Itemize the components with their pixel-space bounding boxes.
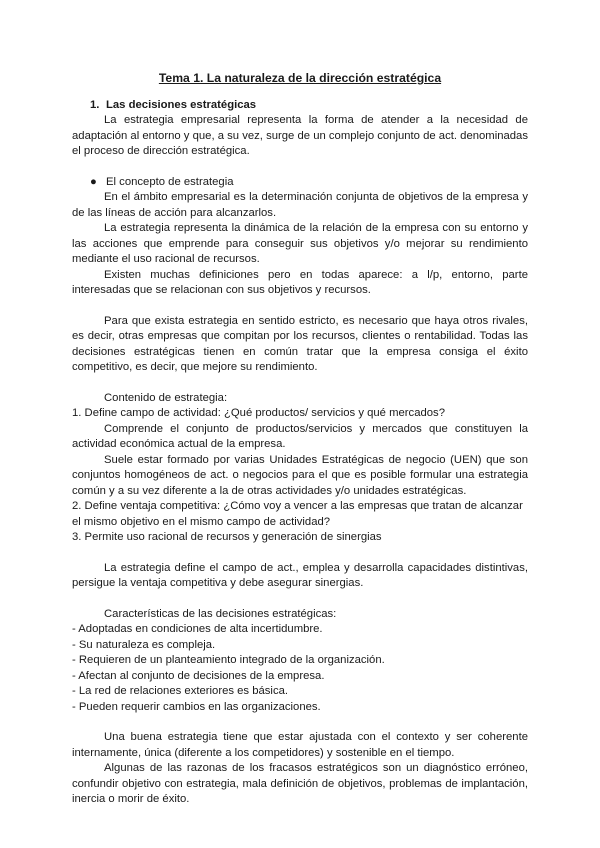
contenido-item-1-paragraph-1: Comprende el conjunto de productos/servicios y mercados que constituyen la actividad económica actual de la empresa.: [72, 422, 528, 450]
contenido-item-3: 3. Permite uso racional de recursos y generación de sinergias: [72, 531, 382, 543]
section-heading: [72, 98, 528, 114]
spacer: [72, 592, 528, 607]
contenido-item-1: 1. Define campo de actividad: ¿Qué productos/ servicios y qué mercados?: [72, 407, 445, 419]
spacer: [72, 299, 528, 314]
caracteristicas-heading: Características de las decisiones estratégicas:: [104, 607, 337, 620]
spacer: [72, 160, 528, 175]
paragraph-summary: La estrategia define el campo de act., emplea y desarrolla capacidades distintivas, persigue la ventaja competitiva y debe asegurar sinergias.: [72, 561, 528, 589]
caracteristicas-item: - Pueden requerir cambios en las organizaciones.: [72, 700, 321, 713]
contenido-item-2: 2. Define ventaja competitiva: ¿Cómo voy a vencer a las empresas que tratan de alcanzar el mismo objetivo en el mismo campo de actividad?: [72, 500, 523, 528]
paragraph-dynamics: La estrategia representa la dinámica de la relación de la empresa con su entorno y las acciones que emprende para conseguir sus objetivos y/o mejorar su rendimiento mediante el uso racional de recursos.: [72, 222, 528, 265]
paragraph-rivals: Para que exista estrategia en sentido estricto, es necesario que haya otros rivales, es decir, otras empresas que compitan por los recursos, clientes o rentabilidad. Todas las decisiones estratégicas tienen en común tratar que la empresa consiga el éxito competitivo, es decir, que mejore su rendimiento.: [72, 314, 528, 373]
caracteristicas-item: - Afectan al conjunto de decisiones de la empresa.: [72, 669, 325, 682]
bullet-item: [72, 175, 528, 191]
section-number: 1.: [90, 98, 100, 111]
caracteristicas-item: - La red de relaciones exteriores es básica.: [72, 685, 289, 697]
section-heading-text: Las decisiones estratégicas: [106, 98, 257, 111]
paragraph-definitions: Existen muchas definiciones pero en todas aparece: a l/p, entorno, parte interesadas que se relacionan con sus objetivos y recursos.: [72, 268, 528, 296]
document-title: Tema 1. La naturaleza de la dirección estratégica: [158, 71, 442, 85]
paragraph-definition: En el ámbito empresarial es la determinación conjunta de objetivos de la empresa y de las líneas de acción para alcanzarlos.: [72, 191, 528, 219]
contenido-heading: Contenido de estrategia:: [104, 391, 228, 404]
caracteristicas-item: - Adoptadas en condiciones de alta incertidumbre.: [72, 623, 323, 635]
bullet-text: El concepto de estrategia: [106, 175, 234, 188]
bullet-icon: ●: [90, 175, 97, 188]
paragraph-intro: La estrategia empresarial representa la forma de atender a la necesidad de adaptación al entorno y que, a su vez, surge de un complejo conjunto de act. denominadas el proceso de dirección estratégica.: [72, 114, 528, 157]
paragraph-failures: Algunas de las razonas de los fracasos estratégicos son un diagnóstico erróneo, confundir objetivo con estrategia, mala definición de objetivos, problemas de implantación, inercia o morir de éxito.: [72, 762, 528, 805]
caracteristicas-item: - Su naturaleza es compleja.: [72, 638, 216, 651]
caracteristicas-item: - Requieren de un planteamiento integrado de la organización.: [72, 654, 385, 666]
spacer: [72, 715, 528, 730]
paragraph-good-strategy: Una buena estrategia tiene que estar ajustada con el contexto y ser coherente internamente, única (diferente a los competidores) y sostenible en el tiempo.: [72, 731, 528, 759]
spacer: [72, 376, 528, 391]
contenido-item-1-paragraph-2: Suele estar formado por varias Unidades Estratégicas de negocio (UEN) que son conjuntos homogéneos de act. o negocios para el que es posible formular una estrategia común y a su vez diferente a la de otras actividades y/o unidades estratégicas.: [72, 453, 528, 497]
spacer: [72, 546, 528, 561]
